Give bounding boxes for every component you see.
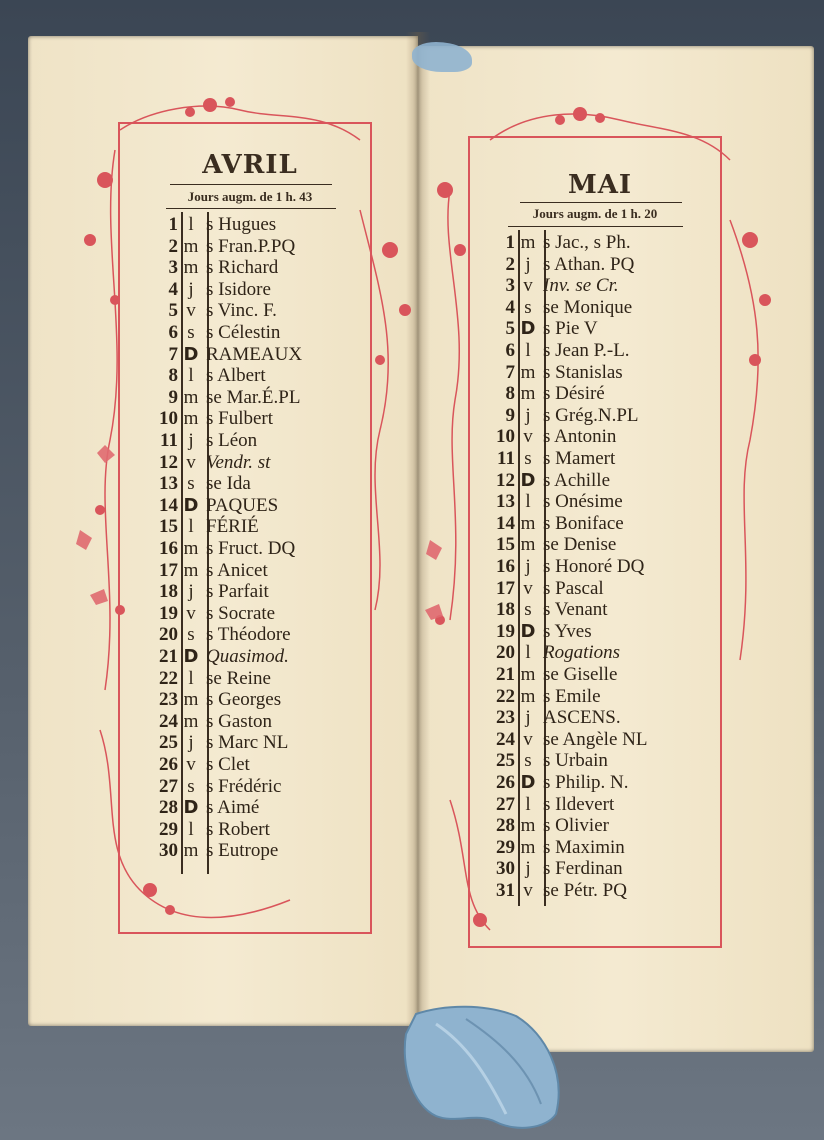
day-row	[146, 538, 346, 560]
day-row	[146, 279, 346, 301]
weekday-letter: m	[183, 386, 199, 408]
saint-or-feast-name: se Ida	[206, 473, 251, 495]
saint-or-feast-name: s Pie V	[543, 318, 598, 340]
day-row	[483, 470, 693, 492]
saint-or-feast-name: s Yves	[543, 620, 592, 642]
day-number: 15	[496, 534, 515, 556]
day-row	[483, 340, 693, 362]
day-row	[146, 473, 346, 495]
saint-or-feast-name: FÉRIÉ	[206, 516, 259, 538]
day-number: 1	[505, 232, 515, 253]
day-row	[146, 732, 346, 754]
day-number: 9	[168, 386, 178, 408]
day-row	[483, 578, 693, 600]
day-row	[483, 232, 693, 254]
day-number: 31	[496, 880, 515, 901]
day-row	[146, 711, 346, 733]
day-row	[146, 819, 346, 841]
saint-or-feast-name: s Gaston	[206, 710, 272, 732]
weekday-letter: v	[523, 577, 533, 599]
day-row	[483, 858, 693, 880]
weekday-letter: D	[520, 318, 536, 340]
day-row	[146, 495, 346, 517]
weekday-letter: D	[183, 343, 199, 365]
day-row	[146, 581, 346, 603]
day-number: 2	[168, 235, 178, 257]
saint-or-feast-name: s Hugues	[206, 214, 277, 235]
day-row	[146, 776, 346, 798]
day-row	[483, 491, 693, 513]
day-row	[146, 300, 346, 322]
weekday-letter: s	[187, 322, 195, 343]
day-row	[483, 318, 693, 340]
ribbon-bookmark	[396, 1004, 576, 1132]
saint-or-feast-name: s Isidore	[206, 278, 271, 300]
day-number: 20	[496, 642, 515, 664]
april-day-list	[146, 214, 346, 874]
may-day-list	[483, 232, 693, 908]
april-title: AVRIL	[202, 150, 298, 180]
day-number: 17	[496, 577, 515, 599]
day-row	[483, 794, 693, 816]
day-number: 3	[168, 257, 178, 279]
weekday-letter: m	[520, 815, 536, 837]
day-number: 14	[159, 494, 178, 516]
saint-or-feast-name: s Fulbert	[206, 408, 274, 430]
weekday-letter: m	[520, 383, 536, 405]
day-number: 12	[496, 469, 515, 491]
day-number: 23	[496, 707, 515, 729]
day-number: 13	[159, 473, 178, 495]
day-row	[483, 664, 693, 686]
day-number: 20	[159, 624, 178, 646]
weekday-letter: v	[523, 880, 533, 901]
weekday-letter: l	[188, 667, 194, 689]
saint-or-feast-name: s Désiré	[543, 383, 605, 405]
saint-or-feast-name: s Anicet	[206, 559, 268, 581]
saint-or-feast-name: s Jean P.-L.	[543, 340, 630, 361]
day-row	[483, 686, 693, 708]
day-row	[483, 405, 693, 427]
day-number: 22	[159, 667, 178, 689]
day-number: 26	[159, 754, 178, 775]
saint-or-feast-name: s Théodore	[206, 624, 291, 646]
day-row	[483, 815, 693, 837]
weekday-letter: m	[520, 685, 536, 707]
day-row	[146, 668, 346, 690]
weekday-letter: s	[524, 448, 532, 469]
saint-or-feast-name: s Socrate	[206, 602, 276, 624]
day-row	[483, 275, 693, 297]
weekday-letter: m	[183, 235, 199, 257]
saint-or-feast-name: s Antonin	[543, 426, 617, 448]
day-row	[146, 408, 346, 430]
day-row	[483, 772, 693, 794]
day-row	[146, 689, 346, 711]
day-number: 18	[159, 581, 178, 603]
saint-or-feast-name: s Ildevert	[543, 793, 615, 815]
day-row	[483, 448, 693, 470]
day-row	[146, 257, 346, 279]
saint-or-feast-name: s Venant	[543, 599, 608, 621]
day-row	[146, 236, 346, 258]
day-number: 10	[496, 426, 515, 448]
weekday-letter: D	[520, 772, 536, 793]
saint-or-feast-name: s Fruct. DQ	[206, 538, 296, 559]
saint-or-feast-name: s Eutrope	[206, 840, 279, 862]
saint-or-feast-name: s Frédéric	[206, 775, 282, 797]
weekday-letter: s	[187, 624, 195, 646]
saint-or-feast-name: s Grég.N.PL	[543, 404, 639, 426]
day-number: 28	[159, 797, 178, 819]
day-row	[146, 840, 346, 862]
day-number: 24	[496, 728, 515, 750]
weekday-letter: j	[525, 707, 531, 729]
day-row	[483, 729, 693, 751]
day-number: 26	[496, 772, 515, 793]
day-number: 15	[159, 516, 178, 538]
weekday-letter: j	[525, 404, 531, 426]
saint-or-feast-name: s Marc NL	[206, 732, 289, 754]
day-number: 1	[168, 214, 178, 235]
weekday-letter: v	[523, 426, 533, 448]
day-row	[483, 362, 693, 384]
day-row	[146, 516, 346, 538]
weekday-letter: l	[525, 642, 531, 664]
weekday-letter: v	[186, 754, 196, 775]
saint-or-feast-name: s Achille	[543, 469, 611, 491]
weekday-letter: j	[188, 581, 194, 603]
day-number: 12	[159, 451, 178, 473]
day-row	[146, 646, 346, 668]
saint-or-feast-name: s Georges	[206, 689, 282, 711]
april-daylight-gain: Jours augm. de 1 h. 43	[187, 189, 313, 204]
day-row	[146, 452, 346, 474]
day-number: 24	[159, 710, 178, 732]
weekday-letter: v	[523, 728, 533, 750]
day-number: 29	[496, 836, 515, 858]
saint-or-feast-name: se Giselle	[543, 664, 618, 685]
saint-or-feast-name: se Pétr. PQ	[543, 880, 627, 901]
weekday-letter: s	[187, 473, 195, 495]
weekday-letter: m	[183, 408, 199, 430]
weekday-letter: s	[524, 750, 532, 772]
weekday-letter: l	[188, 365, 194, 387]
saint-or-feast-name: s Athan. PQ	[543, 253, 635, 275]
weekday-letter: m	[520, 534, 536, 556]
day-number: 11	[160, 430, 178, 451]
april-header-rule	[166, 208, 336, 209]
day-number: 25	[159, 732, 178, 754]
day-number: 21	[159, 646, 178, 667]
weekday-letter: m	[520, 512, 536, 534]
day-row	[483, 837, 693, 859]
day-row	[146, 603, 346, 625]
day-number: 16	[496, 556, 515, 577]
day-row	[483, 297, 693, 319]
saint-or-feast-name: Quasimod.	[206, 646, 289, 667]
weekday-letter: j	[525, 556, 531, 577]
day-number: 9	[505, 404, 515, 426]
saint-or-feast-name: s Ferdinan	[543, 858, 623, 880]
day-number: 4	[505, 296, 515, 318]
day-number: 6	[505, 340, 515, 361]
day-number: 8	[505, 383, 515, 405]
day-row	[146, 387, 346, 409]
saint-or-feast-name: s Aimé	[206, 797, 260, 819]
saint-or-feast-name: se Mar.É.PL	[206, 386, 301, 408]
day-number: 27	[496, 793, 515, 815]
weekday-letter: j	[188, 278, 194, 300]
may-title-rule	[520, 202, 682, 203]
day-row	[146, 365, 346, 387]
weekday-letter: D	[183, 797, 199, 819]
day-number: 13	[496, 491, 515, 513]
day-number: 7	[168, 343, 178, 365]
day-row	[483, 513, 693, 535]
saint-or-feast-name: Inv. se Cr.	[543, 275, 619, 297]
day-number: 2	[505, 253, 515, 275]
saint-or-feast-name: se Denise	[543, 534, 617, 556]
day-number: 8	[168, 365, 178, 387]
saint-or-feast-name: s Honoré DQ	[543, 556, 645, 577]
day-row	[483, 750, 693, 772]
weekday-letter: v	[186, 300, 196, 322]
weekday-letter: m	[183, 689, 199, 711]
may-daylight-gain: Jours augm. de 1 h. 20	[532, 206, 658, 221]
weekday-letter: m	[183, 710, 199, 732]
day-number: 25	[496, 750, 515, 772]
weekday-letter: m	[183, 538, 199, 559]
saint-or-feast-name: s Richard	[206, 257, 279, 279]
saint-or-feast-name: s Olivier	[543, 815, 609, 837]
weekday-letter: m	[183, 559, 199, 581]
saint-or-feast-name: s Emile	[543, 685, 601, 707]
day-number: 19	[159, 602, 178, 624]
weekday-letter: l	[188, 818, 194, 840]
weekday-letter: l	[188, 214, 194, 235]
day-row	[483, 880, 693, 902]
day-row	[146, 430, 346, 452]
saint-or-feast-name: s Onésime	[543, 491, 623, 513]
saint-or-feast-name: s Stanislas	[543, 361, 623, 383]
day-row	[483, 642, 693, 664]
day-number: 21	[496, 664, 515, 685]
saint-or-feast-name: s Vinc. F.	[206, 300, 277, 322]
weekday-letter: m	[520, 664, 536, 685]
day-row	[146, 560, 346, 582]
saint-or-feast-name: s Robert	[206, 818, 270, 840]
saint-or-feast-name: s Boniface	[543, 512, 624, 534]
weekday-letter: m	[183, 257, 199, 279]
weekday-letter: m	[183, 840, 199, 862]
day-number: 11	[497, 448, 515, 469]
weekday-letter: j	[188, 732, 194, 754]
day-number: 17	[159, 559, 178, 581]
saint-or-feast-name: s Célestin	[206, 322, 281, 343]
saint-or-feast-name: s Fran.P.PQ	[206, 235, 296, 257]
day-number: 29	[159, 818, 178, 840]
day-row	[483, 383, 693, 405]
day-row	[146, 624, 346, 646]
day-row	[146, 754, 346, 776]
day-number: 16	[159, 538, 178, 559]
weekday-letter: j	[525, 253, 531, 275]
saint-or-feast-name: s Jac., s Ph.	[543, 232, 631, 253]
weekday-letter: D	[520, 469, 536, 491]
day-number: 5	[168, 300, 178, 322]
day-number: 19	[496, 620, 515, 642]
day-number: 6	[168, 322, 178, 343]
saint-or-feast-name: RAMEAUX	[206, 343, 303, 365]
saint-or-feast-name: s Clet	[206, 754, 250, 775]
day-row	[483, 556, 693, 578]
weekday-letter: v	[523, 275, 533, 297]
weekday-letter: m	[520, 232, 536, 253]
may-header-rule	[508, 226, 683, 227]
day-row	[483, 254, 693, 276]
weekday-letter: v	[186, 451, 196, 473]
day-number: 7	[505, 361, 515, 383]
saint-or-feast-name: s Mamert	[543, 448, 616, 469]
day-number: 28	[496, 815, 515, 837]
weekday-letter: D	[183, 494, 199, 516]
book-gutter	[406, 32, 430, 1042]
day-row	[146, 344, 346, 366]
day-number: 27	[159, 775, 178, 797]
day-row	[483, 599, 693, 621]
saint-or-feast-name: s Pascal	[543, 577, 604, 599]
day-number: 30	[496, 858, 515, 880]
weekday-letter: j	[188, 430, 194, 451]
day-number: 23	[159, 689, 178, 711]
saint-or-feast-name: s Léon	[206, 430, 258, 451]
weekday-letter: s	[524, 296, 532, 318]
saint-or-feast-name: Vendr. st	[206, 451, 271, 473]
day-row	[146, 214, 346, 236]
day-number: 30	[159, 840, 178, 862]
weekday-letter: D	[520, 620, 536, 642]
weekday-letter: D	[183, 646, 199, 667]
day-row	[483, 426, 693, 448]
day-number: 3	[505, 275, 515, 297]
weekday-letter: m	[520, 361, 536, 383]
weekday-letter: l	[525, 340, 531, 361]
day-number: 5	[505, 318, 515, 340]
saint-or-feast-name: s Albert	[206, 365, 266, 387]
day-row	[483, 534, 693, 556]
saint-or-feast-name: s Urbain	[543, 750, 608, 772]
day-number: 22	[496, 685, 515, 707]
saint-or-feast-name: se Reine	[206, 667, 271, 689]
weekday-letter: s	[187, 775, 195, 797]
saint-or-feast-name: s Maximin	[543, 836, 625, 858]
day-number: 14	[496, 512, 515, 534]
day-number: 4	[168, 278, 178, 300]
weekday-letter: l	[188, 516, 194, 538]
saint-or-feast-name: Rogations	[543, 642, 621, 664]
weekday-letter: v	[186, 602, 196, 624]
weekday-letter: l	[525, 793, 531, 815]
weekday-letter: l	[525, 491, 531, 513]
day-number: 10	[159, 408, 178, 430]
may-title: MAI	[567, 170, 633, 200]
weekday-letter: m	[520, 836, 536, 858]
day-number: 18	[496, 599, 515, 621]
day-row	[146, 322, 346, 344]
day-row	[146, 797, 346, 819]
saint-or-feast-name: ASCENS.	[543, 707, 621, 729]
saint-or-feast-name: PAQUES	[206, 494, 279, 516]
april-title-rule	[170, 184, 332, 185]
saint-or-feast-name: se Monique	[543, 296, 633, 318]
weekday-letter: s	[524, 599, 532, 621]
day-row	[483, 707, 693, 729]
saint-or-feast-name: s Parfait	[206, 581, 269, 603]
weekday-letter: j	[525, 858, 531, 880]
saint-or-feast-name: s Philip. N.	[543, 772, 629, 793]
saint-or-feast-name: se Angèle NL	[543, 728, 648, 750]
day-row	[483, 621, 693, 643]
